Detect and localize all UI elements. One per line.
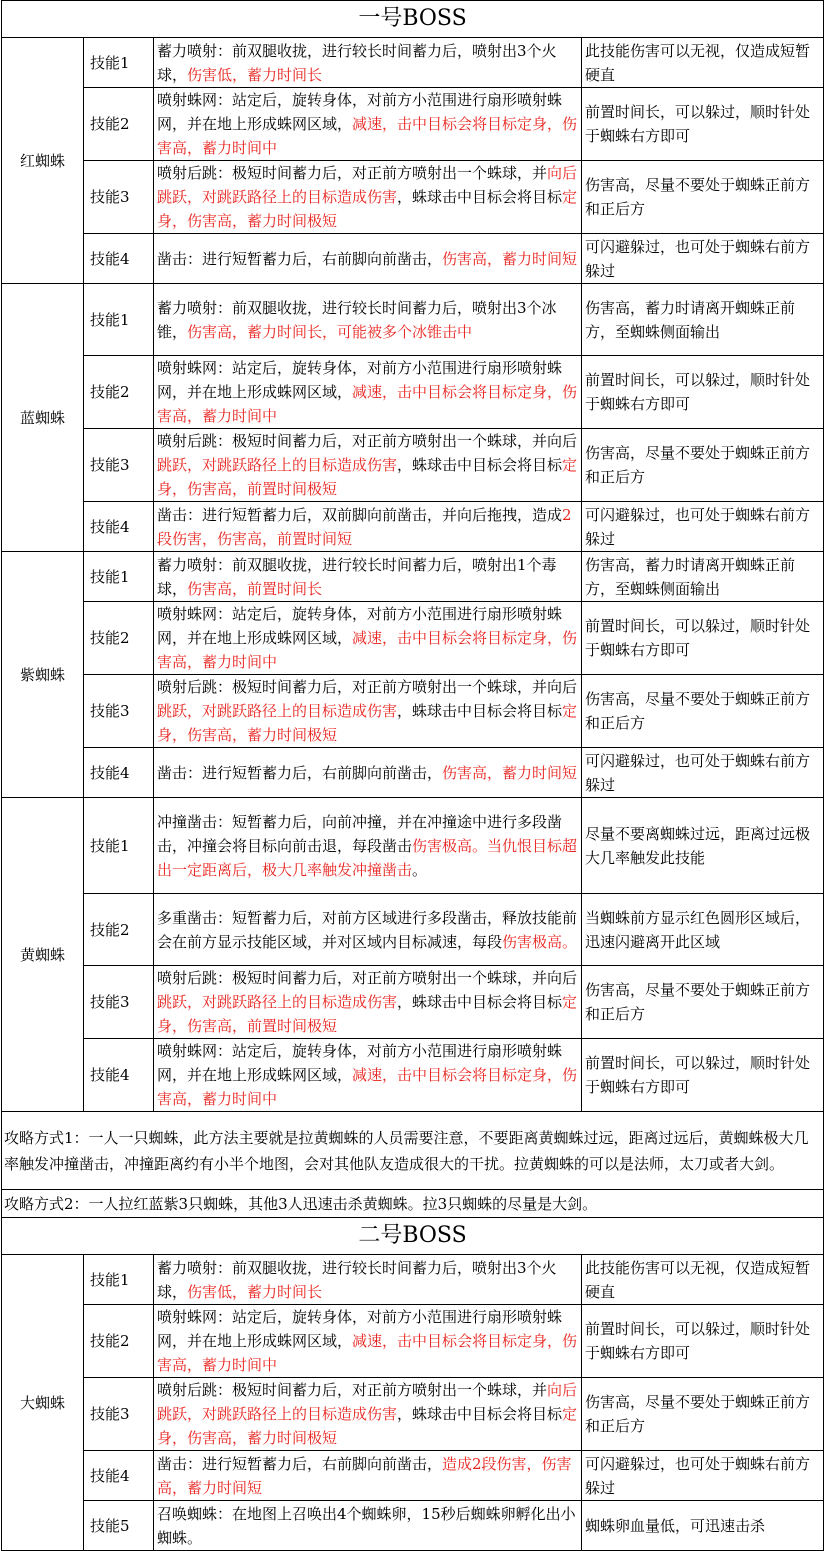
skill-row xyxy=(2,429,824,502)
skill-tip: 可闪避躲过，也可处于蜘蛛右前方躲过 xyxy=(582,1451,824,1501)
skill-row xyxy=(2,356,824,429)
skill-tip: 伤害高，蓄力时请离开蜘蛛正前方，至蜘蛛侧面输出 xyxy=(582,284,824,356)
description-text: 凿击：进行短暂蓄力后，双前脚向前凿击，并向后拖拽，造成 xyxy=(157,505,563,524)
description-text: ，蛛球击中目标会将目标 xyxy=(397,702,563,720)
skill-description xyxy=(154,675,582,748)
skill-description xyxy=(154,552,582,602)
spider-name: 大蜘蛛 xyxy=(2,1255,84,1551)
description-text: 凿击：进行短暂蓄力后，右前脚向前凿击， xyxy=(157,1454,443,1473)
skill-row xyxy=(2,502,824,552)
skill-row xyxy=(2,234,824,284)
description-text: 喷射蛛网：站定后，旋转身体，对前方小范围进行扇形喷射蛛网，并在地上形成蛛网区域， xyxy=(157,359,563,401)
highlight-text: 减速，击中目标会将目标定身，伤害高，蓄力时间中 xyxy=(157,1066,578,1108)
description-text: 喷射后跳：极短时间蓄力后，对正前方喷射出一个蛛球，并 xyxy=(157,1381,548,1399)
skill-tip: 当蜘蛛前方显示红色圆形区域后，迅速闪避离开此区域 xyxy=(582,894,824,966)
highlight-text: 2段伤害，伤害高，前置时间短 xyxy=(157,505,572,548)
skill-tip: 此技能伤害可以无视，仅造成短暂硬直 xyxy=(582,1255,824,1305)
skill-tip: 可闪避躲过，也可处于蜘蛛右前方躲过 xyxy=(582,748,824,798)
skill-description xyxy=(154,234,582,284)
skill-label: 技能3 xyxy=(84,675,154,748)
skill-row xyxy=(2,966,824,1039)
skill-label: 技能1 xyxy=(84,284,154,356)
highlight-text: 定身，伤害高，前置时间极短 xyxy=(157,456,578,498)
skill-label: 技能4 xyxy=(84,748,154,798)
skill-row xyxy=(2,1305,824,1378)
skill-tip: 可闪避躲过，也可处于蜘蛛右前方躲过 xyxy=(582,234,824,284)
description-text: 冲撞凿击：短暂蓄力后，向前冲撞，并在冲撞途中进行多段凿击，冲撞会将目标向前击退，每段凿击 xyxy=(157,812,563,855)
skill-label: 技能1 xyxy=(84,798,154,894)
description-text: 蓄力喷射：前双腿收拢，进行较长时间蓄力后，喷射出3个冰锥， xyxy=(157,298,557,341)
description-text: 召唤蜘蛛：在地图上召唤出4个蜘蛛卵，15秒后蜘蛛卵孵化出小蜘蛛。 xyxy=(157,1504,576,1547)
description-text: 喷射蛛网：站定后，旋转身体，对前方小范围进行扇形喷射蛛网，并在地上形成蛛网区域， xyxy=(157,1042,563,1084)
skill-label: 技能1 xyxy=(84,552,154,602)
skill-tip: 伤害高，蓄力时请离开蜘蛛正前方，至蜘蛛侧面输出 xyxy=(582,552,824,602)
strategy-row xyxy=(2,1112,824,1190)
skill-description xyxy=(154,88,582,161)
skill-description xyxy=(154,602,582,675)
skill-label: 技能4 xyxy=(84,1451,154,1501)
highlight-text: 减速，击中目标会将目标定身，伤害高，蓄力时间中 xyxy=(157,629,578,671)
description-text: 蓄力喷射：前双腿收拢，进行较长时间蓄力后，喷射出1个毒球， xyxy=(157,555,557,598)
skill-description xyxy=(154,1305,582,1378)
description-text: 喷射后跳：极短时间蓄力后，对正前方喷射出一个蛛球，并向后 xyxy=(157,432,578,450)
skill-label: 技能2 xyxy=(84,88,154,161)
highlight-text: 伤害高，前置时间长 xyxy=(187,579,323,598)
section-title: 一号BOSS xyxy=(2,1,824,38)
skill-label: 技能1 xyxy=(84,38,154,88)
skill-description xyxy=(154,1501,582,1551)
skill-description xyxy=(154,38,582,88)
skill-description xyxy=(154,284,582,356)
spider-name: 紫蜘蛛 xyxy=(2,552,84,798)
description-text: ，蛛球击中目标会将目标 xyxy=(397,188,563,206)
skill-tip: 前置时间长，可以躲过，顺时针处于蜘蛛右方即可 xyxy=(582,1305,824,1378)
skill-description xyxy=(154,1039,582,1112)
skill-tip: 此技能伤害可以无视，仅造成短暂硬直 xyxy=(582,38,824,88)
skill-row xyxy=(2,552,824,602)
section-title: 二号BOSS xyxy=(2,1218,824,1255)
highlight-text: 向后跳跃，对跳跃路径上的目标造成伤害 xyxy=(157,1381,578,1423)
skill-label: 技能2 xyxy=(84,1305,154,1378)
description-text: 多重凿击：短暂蓄力后，对前方区域进行多段凿击，释放技能前会在前方显示技能区域，并对区域内目标减速，每段 xyxy=(157,908,578,951)
skill-label: 技能1 xyxy=(84,1255,154,1305)
highlight-text: 定身，伤害高，前置时间极短 xyxy=(157,993,578,1035)
skill-label: 技能2 xyxy=(84,356,154,429)
description-text: 喷射蛛网：站定后，旋转身体，对前方小范围进行扇形喷射蛛网，并在地上形成蛛网区域， xyxy=(157,605,563,647)
skill-label: 技能3 xyxy=(84,161,154,234)
skill-tip: 伤害高，尽量不要处于蜘蛛正前方和正后方 xyxy=(582,675,824,748)
spider-name: 蓝蜘蛛 xyxy=(2,284,84,552)
highlight-text: 减速，击中目标会将目标定身，伤害高，蓄力时间中 xyxy=(157,115,578,157)
highlight-text: 伤害高，蓄力时间长，可能被多个冰锥击中 xyxy=(187,322,473,341)
highlight-text: 定身，伤害高，蓄力时间极短 xyxy=(157,1405,578,1447)
description-text: 喷射蛛网：站定后，旋转身体，对前方小范围进行扇形喷射蛛网，并在地上形成蛛网区域， xyxy=(157,91,563,133)
skill-tip: 前置时间长，可以躲过，顺时针处于蜘蛛右方即可 xyxy=(582,356,824,429)
skill-row xyxy=(2,1378,824,1451)
skill-description xyxy=(154,748,582,798)
skill-description xyxy=(154,1255,582,1305)
skill-row xyxy=(2,161,824,234)
skill-tip: 伤害高，尽量不要处于蜘蛛正前方和正后方 xyxy=(582,966,824,1039)
skill-row xyxy=(2,748,824,798)
description-text: 凿击：进行短暂蓄力后，右前脚向前凿击， xyxy=(157,249,443,268)
skill-tip: 前置时间长，可以躲过，顺时针处于蜘蛛右方即可 xyxy=(582,1039,824,1112)
skill-label: 技能4 xyxy=(84,502,154,552)
spider-name: 黄蜘蛛 xyxy=(2,798,84,1112)
skill-row xyxy=(2,284,824,356)
description-text: 蓄力喷射：前双腿收拢，进行较长时间蓄力后，喷射出3个火球， xyxy=(157,1258,557,1301)
skill-tip: 伤害高，尽量不要处于蜘蛛正前方和正后方 xyxy=(582,161,824,234)
description-text: 喷射后跳：极短时间蓄力后，对正前方喷射出一个蛛球，并向后 xyxy=(157,678,578,696)
skill-description xyxy=(154,1451,582,1501)
highlight-text: 减速，击中目标会将目标定身，伤害高，蓄力时间中 xyxy=(157,1332,578,1374)
strategy-row xyxy=(2,1190,824,1218)
skill-row xyxy=(2,675,824,748)
skill-description xyxy=(154,894,582,966)
strategy-text: 攻略方式2：一人拉红蓝紫3只蜘蛛，其他3人迅速击杀黄蜘蛛。拉3只蜘蛛的尽量是大剑。 xyxy=(2,1190,824,1218)
skill-row xyxy=(2,1039,824,1112)
skill-tip: 前置时间长，可以躲过，顺时针处于蜘蛛右方即可 xyxy=(582,88,824,161)
description-text: ，蛛球击中目标会将目标 xyxy=(397,993,563,1011)
highlight-text: 伤害低，蓄力时间长 xyxy=(187,1282,323,1301)
skill-label: 技能3 xyxy=(84,429,154,502)
description-text: 。 xyxy=(412,860,428,879)
highlight-text: 减速，击中目标会将目标定身，伤害高，蓄力时间中 xyxy=(157,383,578,425)
skill-description xyxy=(154,502,582,552)
skill-tip: 蜘蛛卵血量低，可迅速击杀 xyxy=(582,1501,824,1551)
skill-label: 技能3 xyxy=(84,1378,154,1451)
skill-description xyxy=(154,161,582,234)
skill-tip: 伤害高，尽量不要处于蜘蛛正前方和正后方 xyxy=(582,429,824,502)
description-text: 凿击：进行短暂蓄力后，右前脚向前凿击， xyxy=(157,763,443,782)
highlight-text: 定身，伤害高，蓄力时间极短 xyxy=(157,702,578,744)
description-text: ，蛛球击中目标会将目标 xyxy=(397,456,563,474)
description-text: 喷射蛛网：站定后，旋转身体，对前方小范围进行扇形喷射蛛网，并在地上形成蛛网区域， xyxy=(157,1308,563,1350)
highlight-text: 定身，伤害高，蓄力时间极短 xyxy=(157,188,578,230)
skill-label: 技能4 xyxy=(84,1039,154,1112)
section-title-row xyxy=(2,1218,824,1255)
skill-description xyxy=(154,1378,582,1451)
highlight-text: 伤害极高。 xyxy=(502,932,578,951)
skill-tip: 可闪避躲过，也可处于蜘蛛右前方躲过 xyxy=(582,502,824,552)
skill-tip: 尽量不要离蜘蛛过远，距离过远极大几率触发此技能 xyxy=(582,798,824,894)
highlight-text: 造成2段伤害，伤害高，蓄力时间短 xyxy=(157,1454,572,1497)
skill-row xyxy=(2,88,824,161)
skill-label: 技能3 xyxy=(84,966,154,1039)
skill-label: 技能5 xyxy=(84,1501,154,1551)
highlight-text: 跳跃，对跳跃路径上的目标造成伤害 xyxy=(157,456,398,474)
spider-name: 红蜘蛛 xyxy=(2,38,84,284)
description-text: ，蛛球击中目标会将目标 xyxy=(397,1405,563,1423)
skill-description xyxy=(154,966,582,1039)
skill-description xyxy=(154,356,582,429)
highlight-text: 伤害高，蓄力时间短 xyxy=(442,763,578,782)
highlight-text: 伤害高，蓄力时间短 xyxy=(442,249,578,268)
description-text: 蓄力喷射：前双腿收拢，进行较长时间蓄力后，喷射出3个火球， xyxy=(157,41,557,84)
skill-label: 技能2 xyxy=(84,602,154,675)
skill-row xyxy=(2,1501,824,1551)
skill-label: 技能4 xyxy=(84,234,154,284)
skill-row xyxy=(2,1451,824,1501)
highlight-text: 向后跳跃，对跳跃路径上的目标造成伤害 xyxy=(157,164,578,206)
highlight-text: 伤害低，蓄力时间长 xyxy=(187,65,323,84)
strategy-text: 攻略方式1：一人一只蜘蛛，此方法主要就是拉黄蜘蛛的人员需要注意，不要距离黄蜘蛛过远，距离过远后，黄蜘蛛极大几率触发冲撞凿击，冲撞距离约有小半个地图，会对其他队友造成很大的干扰。拉黄蜘蛛的可以是法师，太刀或者大剑。 xyxy=(2,1112,824,1190)
skill-row xyxy=(2,894,824,966)
skill-tip: 前置时间长，可以躲过，顺时针处于蜘蛛右方即可 xyxy=(582,602,824,675)
skill-description xyxy=(154,798,582,894)
skill-description xyxy=(154,429,582,502)
skill-row xyxy=(2,38,824,88)
boss-guide-table xyxy=(1,0,824,1551)
skill-row xyxy=(2,1255,824,1305)
highlight-text: 伤害极高。当仇恨目标超出一定距离后，极大几率触发冲撞凿击 xyxy=(157,836,578,879)
section-title-row xyxy=(2,1,824,38)
skill-tip: 伤害高，尽量不要处于蜘蛛正前方和正后方 xyxy=(582,1378,824,1451)
highlight-text: 跳跃，对跳跃路径上的目标造成伤害 xyxy=(157,993,398,1011)
description-text: 喷射后跳：极短时间蓄力后，对正前方喷射出一个蛛球，并 xyxy=(157,164,548,182)
description-text: 喷射后跳：极短时间蓄力后，对正前方喷射出一个蛛球，并向后 xyxy=(157,969,578,987)
skill-label: 技能2 xyxy=(84,894,154,966)
highlight-text: 跳跃，对跳跃路径上的目标造成伤害 xyxy=(157,702,398,720)
skill-row xyxy=(2,798,824,894)
skill-row xyxy=(2,602,824,675)
